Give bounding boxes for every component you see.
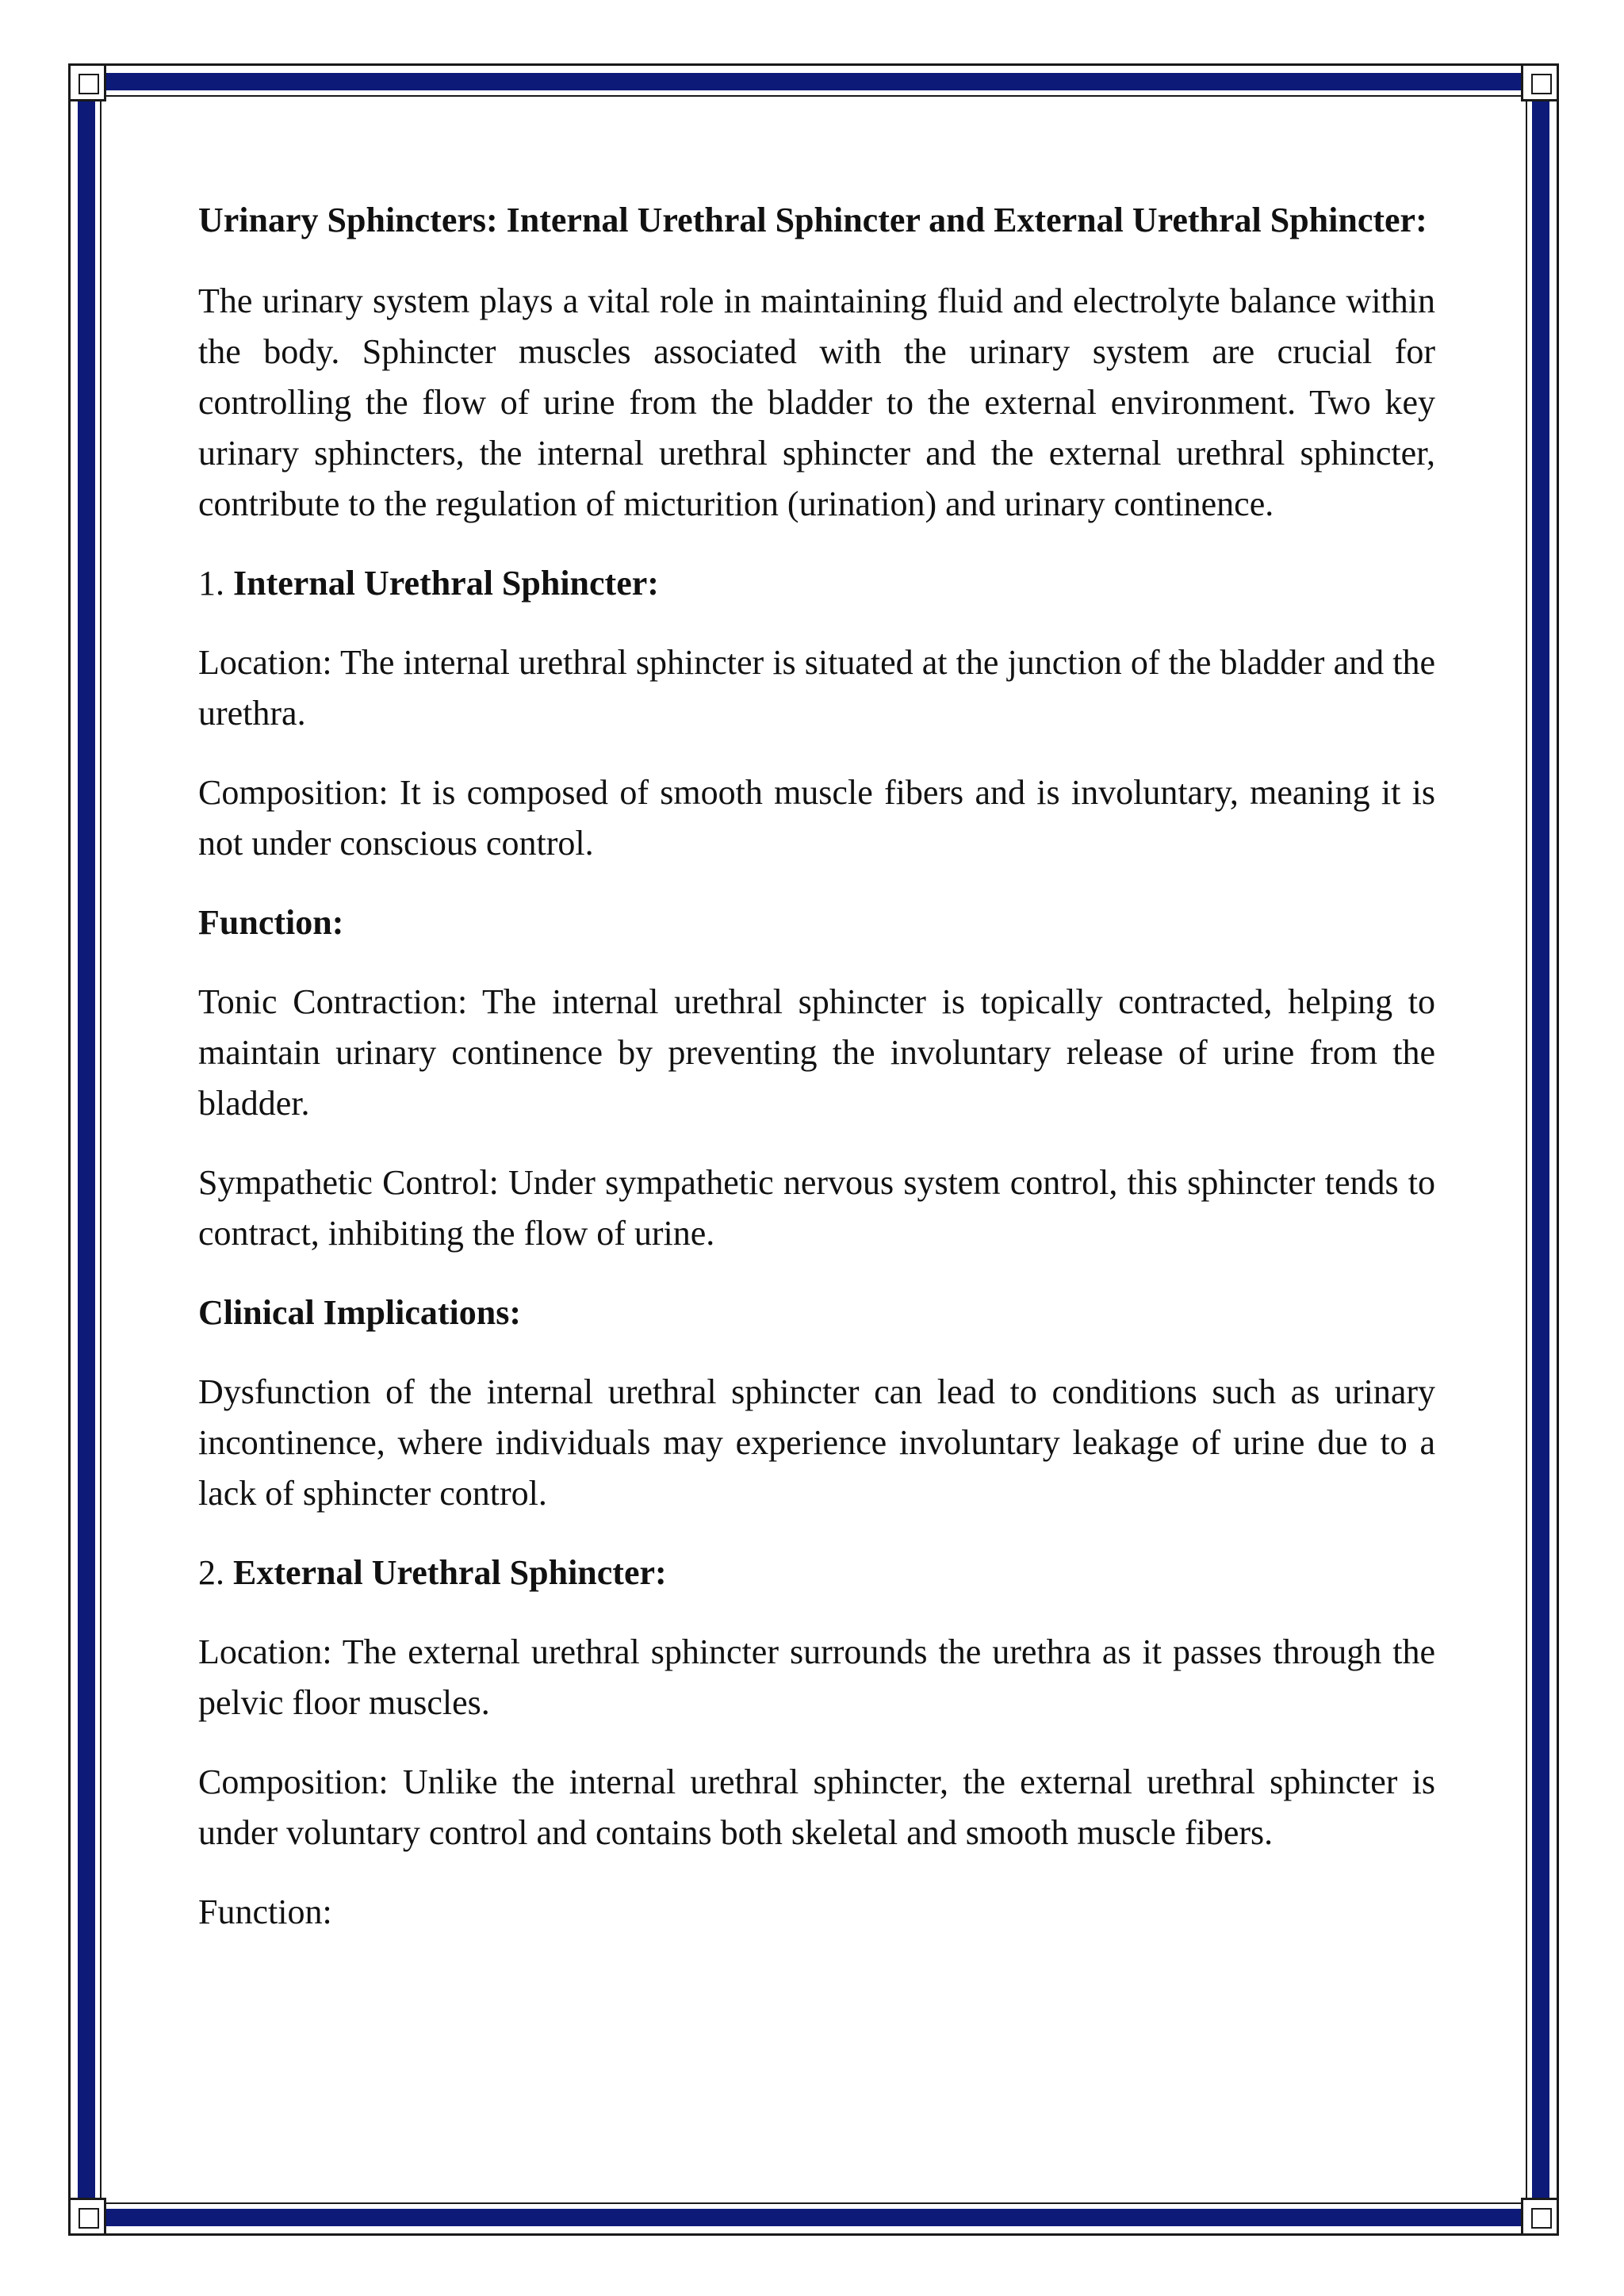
section-2-function-heading: Function: (198, 1892, 332, 1931)
section-1-tonic-contraction: Tonic Contraction: The internal urethral sphincter is topically contracted, helping to maintain urinary continence by preventing the involuntary release of urine from the bladder. (198, 982, 1435, 1123)
section-2-heading (198, 1548, 1435, 1598)
section-1-clinical-heading: Clinical Implications: (198, 1293, 522, 1332)
corner-ornament-bottom-right (1521, 2198, 1559, 2236)
document-body (198, 195, 1435, 1966)
section-1-heading (198, 558, 1435, 609)
section-1-number: 1. (198, 564, 224, 603)
intro-paragraph: The urinary system plays a vital role in maintaining fluid and electrolyte balance within the body. Sphincter muscles associated with the urinary system are crucial for controlling the flow of urine from the bladder to the external environment. Two key urinary sphincters, the internal urethral sphincter and the external urethral sphincter, contribute to the regulation of micturition (urination) and urinary continence. (198, 281, 1435, 523)
section-1-clinical-text: Dysfunction of the internal urethral sphincter can lead to conditions such as urinary incontinence, where individuals may experience involuntary leakage of urine due to a lack of sphincter control. (198, 1372, 1435, 1513)
section-1-function-heading: Function: (198, 903, 344, 942)
section-2-location: Location: The external urethral sphincter surrounds the urethra as it passes through the pelvic floor muscles. (198, 1632, 1435, 1722)
section-2-title: External Urethral Sphincter: (233, 1553, 667, 1592)
section-1-title: Internal Urethral Sphincter: (233, 564, 659, 603)
section-1-sympathetic-control: Sympathetic Control: Under sympathetic nervous system control, this sphincter tends to contract, inhibiting the flow of urine. (198, 1163, 1435, 1253)
corner-ornament-top-left (68, 63, 106, 101)
document-title: Urinary Sphincters: Internal Urethral Sphincter and External Urethral Sphincter: (198, 201, 1427, 239)
section-1-composition: Composition: It is composed of smooth muscle fibers and is involuntary, meaning it is not under conscious control. (198, 773, 1435, 863)
corner-ornament-top-right (1521, 63, 1559, 101)
corner-ornament-bottom-left (68, 2198, 106, 2236)
section-1-location: Location: The internal urethral sphincter is situated at the junction of the bladder and the urethra. (198, 643, 1435, 733)
section-2-number: 2. (198, 1553, 224, 1592)
section-2-composition: Composition: Unlike the internal urethral sphincter, the external urethral sphincter is under voluntary control and contains both skeletal and smooth muscle fibers. (198, 1762, 1435, 1852)
